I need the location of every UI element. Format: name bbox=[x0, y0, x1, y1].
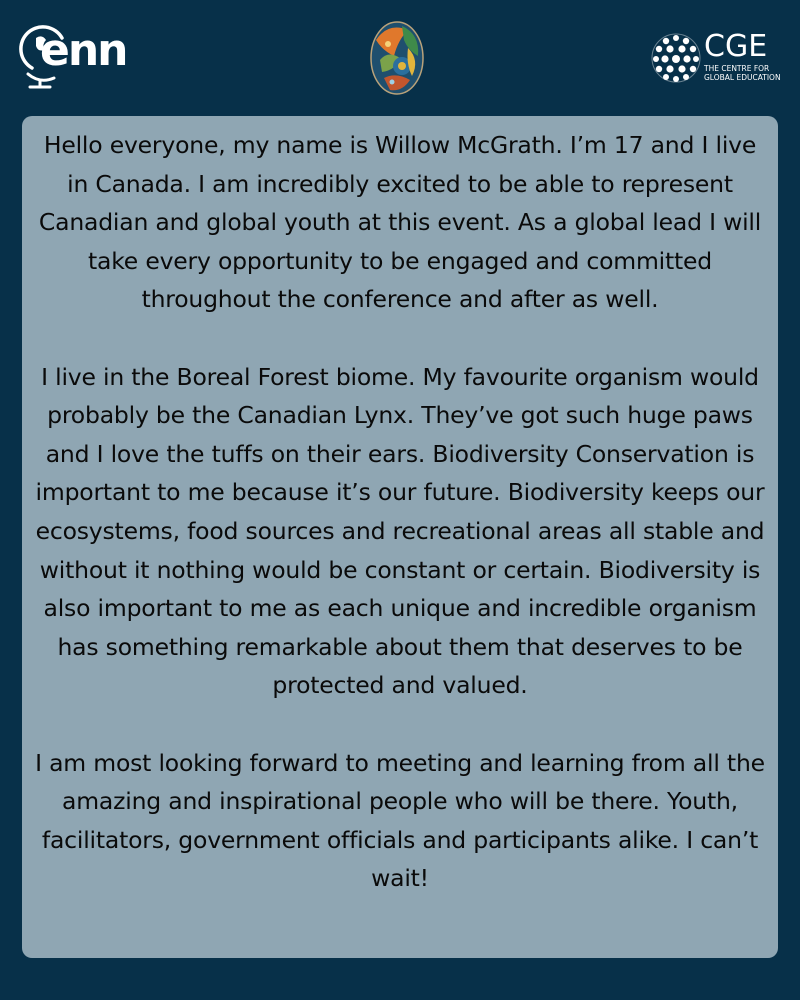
enn-logo bbox=[18, 24, 138, 90]
biodiversity-paragraph: I live in the Boreal Forest biome. My favourite organism would probably be the Canadian Lynx. They’ve got such huge paws and I love the tuffs on their ears. Biodiversity Conservation is important to me because it’s our future. Biodiversity keeps our ecosystems, food sources and recreational areas all stable and without it nothing would be constant or certain. Biodiversity is also important to me as each unique and incredible organism has something remarkable about them that deserves to be protected and valued. bbox=[35, 362, 765, 700]
enn-logo-text: enn bbox=[40, 25, 127, 76]
dotted-globe-icon bbox=[650, 32, 702, 84]
header bbox=[0, 0, 800, 110]
cge-logo bbox=[650, 30, 790, 86]
cge-logo-subtitle bbox=[704, 64, 781, 82]
biodiversity-art-icon bbox=[368, 20, 426, 96]
intro-paragraph: Hello everyone, my name is Willow McGrath. I’m 17 and I live in Canada. I am incredibly excited to be able to represent Canadian and global youth at this event. As a global lead I will take every opportunity to be engaged and committed throughout the conference and after as well. bbox=[38, 131, 762, 314]
paragraph-gap bbox=[34, 705, 766, 744]
cge-logo-subtitle-line2: GLOBAL EDUCATION bbox=[704, 73, 781, 82]
cge-logo-title: CGE bbox=[704, 29, 768, 64]
closing-paragraph: I am most looking forward to meeting and learning from all the amazing and inspirational people who will be there. Youth, facilitators, government officials and participants alike. I can’t wait! bbox=[35, 748, 765, 893]
paragraph-gap bbox=[34, 319, 766, 358]
biodiversity-logo bbox=[368, 20, 426, 96]
content-card bbox=[22, 116, 778, 958]
cge-logo-subtitle-line1: THE CENTRE FOR bbox=[704, 64, 770, 73]
